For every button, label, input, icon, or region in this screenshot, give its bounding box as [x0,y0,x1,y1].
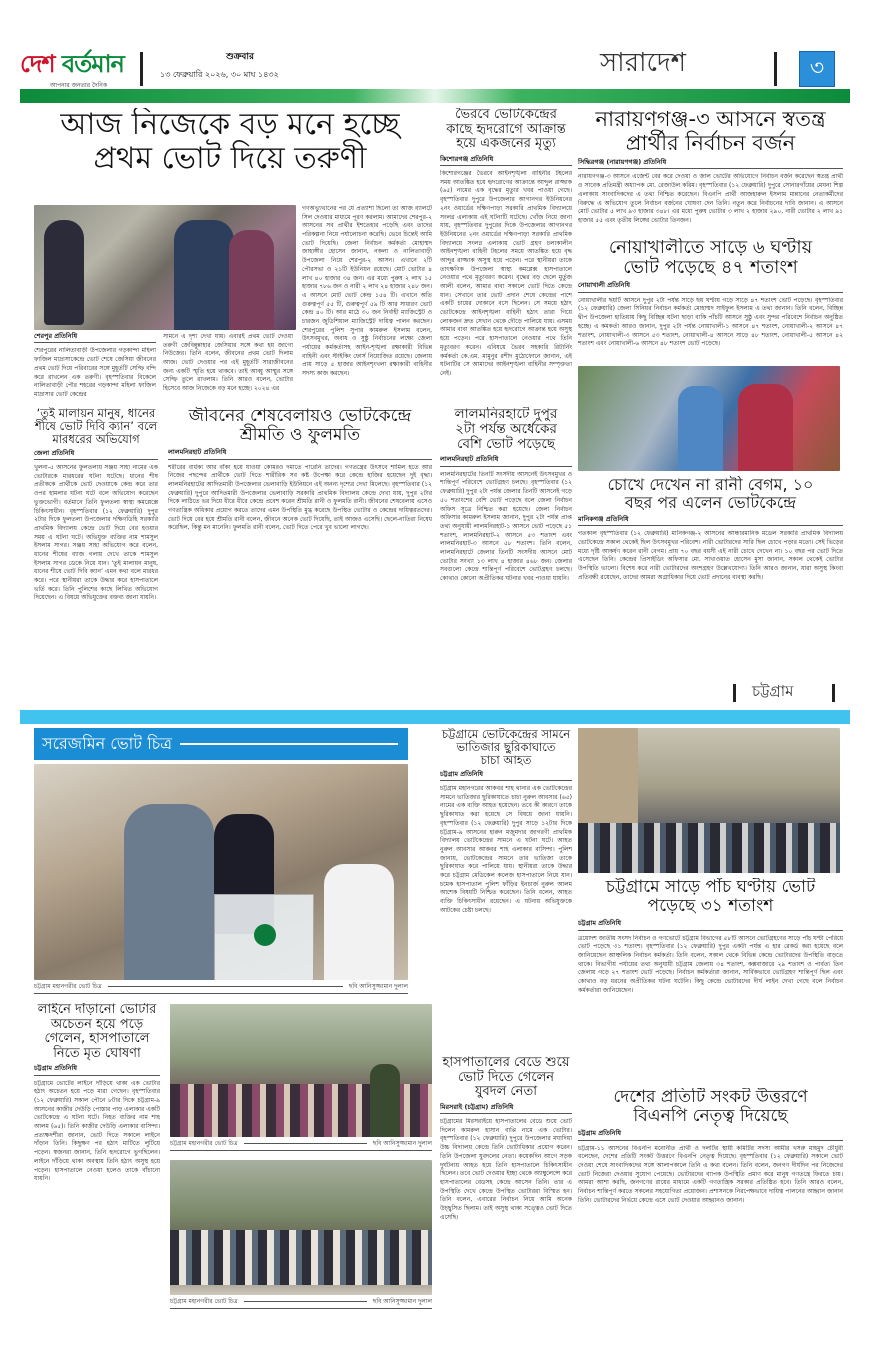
headline-line: বেশি ভোট পড়েছে [456,436,556,453]
article-a12 [440,1056,572,1336]
byline-a7: লালমনিরহাট প্রতিনিধি [440,455,572,466]
headline-line: ভোট পড়েছে ৪৭ শতাংশ [623,257,798,279]
body-a1-col1: শেরপুরের নালিতাবাড়ী উপজেলার গড়কান্দা মহিলা ফাজিল মাদ্রাসাকেন্দ্রে ভোট শেষে জেসিয়া জীবনের প্রথম ভোট দিয়ে পরিবারের সঙ্গে মুহূর্তটি সেল্ফি বন্দি করে রাখলেন এক তরুণী। বৃহস্পতিবার বিকেলে নালিতাবাড়ী পৌর শহরের গড়কান্দা মহিলা ফাজিল মাদ্রাসার ভোট কেন্দ্রের [34,347,156,398]
headline-a9[interactable] [440,728,572,767]
body-a1-col2: সামনে এ দৃশ্য দেখা যায়। এবারই প্রথম ভোট দেওয়া তরুণী জেবিন্নুন্নাহার জেসিয়ার সঙ্গে কথা হয় জাগো নিউজের। তিনি বলেন, জীবনের প্রথম ভোট দিলাম আজ। ভোট দেওয়ার পর এই মুহূর্তটি সারাজীবনের জন্য একটি স্মৃতি হয়ে থাকবে। তাই আব্বু আম্মুর সঙ্গে সেল্ফি তুলে রাখলাম। তিনি আরও বলেন, ভোটার হিসেবে আজ নিজেকে বড় মনে হচ্ছে। ২০২৪ এর [163,333,293,393]
headline-line: ২টা পর্যন্ত অর্ধেকের [455,421,557,438]
body-a3: নারায়ণগঞ্জ-৩ আসনে এজেন্ট বের করে দেওয়া ও জাল ভোটের অভিযোগে নির্বাচন বর্জন করেছেন স্বতন্ত্র প্রার্থী ও সাবেক প্রতিমন্ত্রী অধ্যাপক মো. রেজাউল করিম। বৃহস্পতিবার (১২ ফেব্রুয়ারি) দুপুরে সোনারগাঁয়ের মেঘনা শিল্প এলাকায় সাংবাদিকদের এ তথ্য নিশ্চিত করেছেন। বিএনপি প্রার্থী আজহারুল ইসলাম মান্নানের নেতাকর্মীদের বিরুদ্ধে এ অভিযোগ তুলে নির্বাচন বর্জনের ঘোষণা দেন তিনি। নতুন করে নির্বাচনের দাবি জানান। এ আসনে মোট ভোটার ৫ লাখ ৯৩ হাজার ৩৪৮। এর মধ্যে পুরুষ ভোটার ৩ লাখ ২ হাজার ২৯০, নারী ভোটার ২ লাখ ৯১ হাজার ৫৫ এবং তৃতীয় লিঙ্গের ভোটার তিনজন। [578,173,843,224]
banner-rule [180,743,398,745]
headline-line: নোয়াখালীতে সাড়ে ৬ ঘণ্টায় [608,238,813,258]
photo-caption: চট্টগ্রাম মহানগরীর ভোট চিত্র [34,983,102,990]
byline-a8: মানিকগঞ্জ প্রতিনিধি [578,515,843,526]
headline-a5[interactable] [34,407,158,446]
headline-a6[interactable] [168,407,432,445]
headline-a10[interactable] [578,878,843,916]
headline-line: শীষে ভোট দিবি ক্যান’ বলে [34,418,158,433]
byline-a10: চট্টগ্রাম প্রতিনিধি [578,919,843,930]
headline-a1[interactable] [30,108,430,175]
article-a2 [440,108,572,404]
body-a13: চট্টগ্রাম-১১ আসনের বিএনপি মনোনীত প্রার্থী ও দলটির স্থায়ী কমিটির সদস্য আমীর খসরু মাহমুদ চৌধুরী বলেছেন, দেশের প্রতিটি সংকট উত্তরণে বিএনপি নেতৃত্ব দিয়েছে। বৃহস্পতিবার (১২ ফেব্রুয়ারি) সকালে ভোট দেওয়া শেষে সাংবাদিকদের সঙ্গে আলাপকালে তিনি এ কথা বলেন। তিনি বলেন, জনগণ দীর্ঘদিন পর নিজেদের ভোট নিজেরা দেওয়ার সুযোগ পেয়েছে। ভোটারদের ব্যাপক উপস্থিতি প্রমাণ করে মানুষ গণতন্ত্রে ফিরতে চায়। আমরা আশা করছি, জনগণের রায়ের মাধ্যমে একটি গণতান্ত্রিক সরকার প্রতিষ্ঠিত হবে। তিনি আরও বলেন, নির্বাচন শান্তিপূর্ণ করতে সকলের সহযোগিতা প্রয়োজন। প্রশাসনকে নিরপেক্ষভাবে দায়িত্ব পালনের আহ্বান জানান তিনি। ভোটারদের নির্ভয়ে কেন্দ্রে এসে ভোট দেওয়ার আহ্বানও জানান। [578,1144,843,1204]
body-a8: গতকাল বৃহস্পতিবার (১২ ফেব্রুয়ারি) মানিকগঞ্জ-২ আসনের আন্ধারমানিক মডেল সরকারি প্রাথমিক বিদ্যালয় ভোটকেন্দ্রে সকাল থেকেই ছিল উৎসবমুখর পরিবেশ। নারী ভোটারদের সারি ছিল চোখে পড়ার মতো। সেই ভিড়ের মধ্যে দৃষ্টি আকর্ষণ করেন রানী বেগম। প্রায় ৭০ বছর বয়সী এই নারী চোখে দেখেন না। ১০ বছর পর ভোট দিতে এসেছেন তিনি। কেন্দ্রের প্রিসাইডিং অফিসার মো. সাখাওয়াত হোসেন মুসা জানান, সকাল থেকেই ভোটার উপস্থিতি ভালো। বিশেষ করে নারী ভোটারদের অংশগ্রহণ উল্লেখযোগ্য। তিনি আরও জানান, যারা অসুস্থ কিংবা প্রতিবন্ধী রয়েছেন, তাদের আমরা অগ্রাধিকার দিয়ে ভোট প্রদানের ব্যবস্থা করছি। [578,530,843,581]
body-a12: চট্টগ্রামের মিরসরাইয়ে হাসপাতালের বেডে শুয়ে ভোট দিলেন কামরুল হাসান বাপ্পি নামে এক ভোটার। বৃহস্পতিবার (১২ ফেব্রুয়ারি) দুপুরে উপজেলার মঘাদিয়া উচ্চ বিদ্যালয় কেন্দ্রে তিনি ভোটাধিকার প্রয়োগ করেন। তিনি উপজেলা যুবদলের নেতা। কয়েকদিন আগে সড়ক দুর্ঘটনায় আহত হয়ে তিনি হাসপাতালে চিকিৎসাধীন ছিলেন। তবে ভোট দেওয়ার ইচ্ছা থেকে অ্যাম্বুলেন্সে করে হাসপাতালের বেডসহ কেন্দ্রে আসেন তিনি। তার এ উপস্থিতি দেখে কেন্দ্রে উপস্থিত ভোটাররা বিস্মিত হন। তিনি বলেন, এবারের নির্বাচন নিয়ে আমি অনেক উচ্ছ্বসিত ছিলাম। তাই অসুস্থ থাকা সত্ত্বেও ভোট দিতে এসেছি। [440,1118,572,1221]
article-a11 [34,1003,160,1333]
article-a4 [578,238,843,362]
headline-line: প্রথম ভোট দিয়ে তরুণী [93,140,367,176]
headline-a3[interactable] [578,108,843,155]
photo-caption-row [170,1140,432,1151]
byline-a1: শেরপুর প্রতিনিধি [34,332,156,343]
photo-credit: ছবি আনিসুজ্জামান দুলাল [372,1140,432,1147]
masthead [0,0,870,106]
headline-line: লাইনে দাঁড়ানো ভোটার [37,1003,157,1017]
byline-a5: জেলা প্রতিনিধি [34,449,158,460]
masthead-divider [774,52,777,86]
headline-line: ভোট দিতে গেলেন [457,1069,555,1085]
headline-line: ভৈরবে ভোটকেন্দ্রের [455,108,557,122]
headline-line: যুবদল নেতা [475,1084,537,1100]
photo-young-voter-selfie [34,205,296,330]
article-a9 [440,728,572,1050]
headline-a13[interactable] [578,1088,843,1126]
body-a11: চট্টগ্রামে ভোটের লাইনে দাঁড়িয়ে থাকা এক ভোটার হঠাৎ অচেতন হয়ে পড়ে মারা গেছেন। বৃহস্পতিবার (১২ ফেব্রুয়ারি) সকাল পৌনে ৮টার দিকে চট্টগ্রাম-৯ আসনের কাজীর দেউড়ি পোস্তার পাড় এলাকার একটি ভোটকেন্দ্রে এ ঘটনা ঘটে। নিহত ব্যক্তির নাম শাহ আলম (৬৫)। তিনি কাজীর দেউড়ি এলাকার বাসিন্দা। প্রত্যক্ষদর্শীরা জানান, ভোট দিতে সকালে লাইনে দাঁড়ান তিনি। কিছুক্ষণ পর হঠাৎ মাটিতে লুটিয়ে পড়েন। স্বজনরা জানান, তিনি হৃদরোগে ভুগছিলেন। লাইনে দাঁড়িয়ে থাকা অবস্থায় তিনি হঠাৎ অসুস্থ হয়ে পড়েন। হাসপাতালে নেওয়া হলেও তাকে বাঁচানো যায়নি। [34,1079,160,1183]
headline-line: চাচা আহত [480,752,532,767]
headline-line: পড়েছে ৩১ শতাংশ [647,896,774,917]
sarezamin-title: সরেজমিন ভোট চিত্র [42,734,173,753]
photo-voter-queue-women [170,1004,432,1137]
byline-a9: চট্টগ্রাম প্রতিনিধি [440,770,572,781]
headline-line: শ্রীমতি ও ফুলমতি [239,425,361,446]
headline-line: দেশের প্রতিটি সংকট উত্তরণে [613,1088,808,1107]
byline-a11: চট্টগ্রাম প্রতিনিধি [34,1064,160,1075]
credit-rule [244,1301,367,1302]
article-a8 [578,476,843,676]
headline-line: মারধরের অভিযোগ [52,431,140,446]
headline-line: ‘তুই মালায়ন মানুষ, ধানের [36,407,156,420]
headline-line: নিতে মৃত ঘোষণা [53,1045,141,1061]
photo-caption-row [170,1298,432,1309]
headline-line: অচেতন হয়ে পড়ে [50,1016,144,1032]
blue-section-band [20,710,850,724]
section-label-chattogram: চট্টগ্রাম [752,682,794,700]
day-name: শুক্রবার [226,52,254,62]
green-banner-bar [20,89,850,103]
sarezamin-banner [34,728,408,760]
newspaper-logo[interactable] [20,50,124,79]
photo-credit: ছবি আনিসুজ্জামান দুলাল [348,983,408,990]
headline-line: ভাতিজার ছুরিকাঘাতে [456,739,556,754]
headline-line: প্রার্থীর নির্বাচন বর্জন [625,130,796,155]
headline-a7[interactable] [440,407,572,452]
section-divider [733,684,736,702]
headline-a2[interactable] [440,108,572,152]
page-number: ৩ [799,51,835,87]
headline-a8[interactable] [578,476,843,512]
body-a6: শরীরের বার্ধক্য আর বাঁকা হয়ে যাওয়া কোমরও দমাতে পারেনি তাদের। গণতন্ত্রের উৎসবে শামিল হতে আর নিজের পছন্দের প্রার্থীকে ভোট দিতে শারীরিক সব কষ্ট উপেক্ষা করে কেন্দ্রে হাজির হয়েছেন দুই বৃদ্ধা। লালমনিরহাটের আদিতমারী উপজেলার ভেলাবাড়ি ইউনিয়নে এই অনন্য দৃশ্যের দেখা মিলেছে। বৃহস্পতিবার (১২ ফেব্রুয়ারি) দুপুরে আদিতমারী উপজেলার ভেলাবাড়ি সরকারি প্রাথমিক বিদ্যালয় কেন্দ্রে দেখা যায়, দুপুর ২টার দিকে লাঠিতে ভর দিয়ে ধীরে ধীরে কেন্দ্রে প্রবেশ করেন শ্রীমতি রানী ও ফুলমতি রানী। জীবনের শেষবেলায় এসেও গণতান্ত্রিক অধিকার প্রয়োগ করতে তাদের এমন উপস্থিতি মুগ্ধ করেছে উপস্থিত ভোটার ও কেন্দ্রের দায়িত্বরতদের। ভোট দিয়ে বের হয়ে শ্রীমতি রানী বলেন, জীবনে অনেক ভোট দিয়েছি, তাই আজও এসেছি। ছেলে-নাতিরা নিষেধ করেছিল, কিন্তু মন মানেনি। ফুলমতি রানী বলেন, ভোট দিতে পেরে খুব ভালো লাগছে। [168,463,432,532]
byline-a12: মিরসরাই (চট্টগ্রাম) প্রতিনিধি [440,1103,572,1114]
logo-part-2: বর্তমান [61,50,124,78]
photo-caption-row [34,983,408,994]
byline-a6: লালমনিরহাট প্রতিনিধি [168,448,432,459]
article-a5 [34,407,158,677]
body-a2: কিশোরগঞ্জের ভৈরবে আইনশৃঙ্খলা বাহিনীর টহলের সময় আতঙ্কিত হয়ে হৃদরোগের আক্রান্তে আব্দুল রাজ্জাক (৬৫) নামের এক বৃদ্ধের মৃত্যুর খবর পাওয়া গেছে। বৃহস্পতিবার দুপুরে উপজেলার আগানগর ইউনিয়নের ২নং ওয়ার্ডের দক্ষিণপাড়া সরকারি প্রাথমিক বিদ্যালয়ে সংলগ্ন এলাকায় এই ঘটনাটি ঘটেছে। খোঁজ নিয়ে জানা যায়, বৃহস্পতিবার দুপুরের দিকে উপজেলার আগানগর ইউনিয়নের ২নং ওয়ার্ডের দক্ষিণপাড়া সরকারি প্রাথমিক বিদ্যালয়ে সংলগ্ন এলাকায় ভোট গ্রহণ চলাকালীন আইনশৃঙ্খলা বাহিনী টহলের সময়ে আতঙ্কিত হয়ে বৃদ্ধ আব্দুর রাজ্জাক অসুস্থ হয়ে পড়েন। পরে স্থানীয়রা তাকে তাৎক্ষণিক উপজেলা স্বাস্থ্য কমপ্লেক্স হাসপাতালে নেওয়ার পথে মৃত্যুবরণ করেন। বৃদ্ধের বড় ছেলে মুর্তুজ আলী বলেন, আমার বাবা সকালে ভোট দিতে কেন্দ্রে যান। সেখানে তার ভোট প্রদান শেষে কেন্দ্রের পাশে একটি চায়ের দোকানে বসে ছিলেন। সে সময়ে হঠাৎ ভোটকেন্দ্রে আইনশৃঙ্খলা বাহিনী হঠাৎ তারা গিয়ে লোকজন দ্রুত সেখান থেকে দৌড়ে পালিয়ে যায়। এসময় আমার বাবা আতঙ্কিত হয়ে হৃদরোগে আক্রান্ত হয়ে অসুস্থ হয়ে পড়েন। পরে হাসপাতালে নেওয়ার পথে তিনি মৃত্যুবরণ করেন। এবিষয়ে ভৈরব সহকারি রিটার্নিং কর্মকর্তা কে.এম. মামুনুর রশীদ মুঠোফোনে জানান, এই ঘটনাটির সে আমাদের আইনশৃঙ্খলা বাহিনীর সম্পৃক্ততা নেই। [440,170,572,377]
body-a9: চট্টগ্রাম মহানগরের আকবর শাহ থানার এক ভোটকেন্দ্রের সামনে ভাতিজার ছুরিকাঘাতে চাচা নুরুল আবসার (৬৫) নামের এক ব্যক্তি আহত হয়েছেন। তবে কী কারণে তাকে ছুরিকাঘাত করা হয়েছে সে বিষয়ে জানা যায়নি। বৃহস্পতিবার (১২ ফেব্রুয়ারি) দুপুর সাড়ে ১২টার দিকে চট্টগ্রাম-৯ আসনের হারুন মজুমদার জাগরণী প্রাথমিক বিদ্যালয় ভোটকেন্দ্রের সামনে এ ঘটনা ঘটে। আহত নুরুল আবসার আকবর শাহ এলাকার বাসিন্দা। পুলিশ জানায়, ভোটকেন্দ্রের সামনে তার ভাতিজা তাকে ছুরিকাঘাত করে পালিয়ে যায়। স্থানীয়রা তাকে উদ্ধার করে চট্টগ্রাম মেডিকেল কলেজ হাসপাতালে নিয়ে যান। চমেক হাসপাতাল পুলিশ ফাঁড়ির ইনচার্জ নুরুল আলম আশেক বিষয়টি নিশ্চিত করেছেন। তিনি বলেন, আহত ব্যক্তি চিকিৎসাধীন রয়েছেন। এ ঘটনায় অভিযুক্তকে আটকের চেষ্টা চলছে। [440,785,572,914]
headline-line: বছর পর এলেন ভোটকেন্দ্রে [624,492,797,512]
headline-line: বিএনপি নেতৃত্ব দিয়েছে [633,1106,788,1127]
article-a3 [578,108,843,234]
headline-a4[interactable] [578,238,843,278]
article-a10 [578,878,843,1083]
section-title: সারাদেশ [600,48,687,78]
headline-a12[interactable] [440,1056,572,1100]
headline-line: কাছে হৃদরোগে আক্রান্ত [446,121,566,137]
article-a1-head [30,108,430,203]
headline-line: জীবনের শেষবেলায়ও ভোটকেন্দ্রে [188,407,412,426]
body-a1-col3: গণঅভ্যুত্থানের পর যে প্রত্যাশা ছিলো তা আজ ব্যালটে সিল দেওয়ার মাধ্যমে পূরণ করলাম। আমাদের শেরপুর-২ আসনের সব প্রার্থীর ইশতেহার পড়েছি এবং তাদের পরিকল্পনা নিয়ে পর্যালোচনা করেছি। ভেবে চিন্তেই আমি ভোট দিয়েছি। জেলা নির্বাচন কর্মকর্তা মোহাম্মদ জাহাঙ্গীর হোসেন জানান, নকলা ও নালিতাবাড়ী উপজেলা নিয়ে শেরপুর-২ আসন। এখানে ২টি পৌরসভা ও ২১টি ইউনিয়ন রয়েছে। মোট ভোটার ৪ লাখ ৪০ হাজার ৩৪ জন। এর মধ্যে পুরুষ ২ লাখ ১৫ হাজার ৭৮৬ জন ও নারী ২ লাখ ২৪ হাজার ২৪৮ জন। এ আসনে মোট ভোট কেন্দ্র ১৫৪ টি। এখানে অতি গুরুত্বপূর্ণ ৫৫ টি, গুরুত্বপূর্ণ ৫৯ টি আর সাধারণ ভোট কেন্দ্র ৪০ টি। আর মাঠে ৩০ জন নির্বাহী ম্যাজিস্ট্রেট ও চারজন জুডিশিয়াল ম্যাজিস্ট্রেট দায়িত্ব পালন করছেন। শেরপুরের পুলিশ সুপার কামরুল ইসলাম বলেন, উৎসবমুখর, অবাধ ও সুষ্ঠু নির্বাচনের লক্ষ্যে জেলা পর্যায়ের কর্মকর্তাসহ আইন-শৃঙ্খলা রক্ষাকারী বিভিন্ন বাহিনী এবং স্টাইকিং ফোর্স নিয়োজিত রয়েছে। জেলায় প্রায় সাড়ে ৫ হাজার আইনশৃংখলা রক্ষাকারী বাহিনীর সদস্য কাজ করছেন। [302,205,432,378]
byline-a13: চট্টগ্রাম প্রতিনিধি [578,1129,843,1140]
credit-rule [108,986,343,987]
headline-line: আজ নিজেকে বড় মনে হচ্ছে [60,108,400,142]
headline-line: নারায়ণগঞ্জ-৩ আসনে স্বতন্ত্র [595,108,826,131]
photo-noakhali-voters [578,366,840,471]
photo-ballot-box-voting [34,764,408,980]
date: ১৩ ফেব্রুয়ারি ২০২৬, ৩০ মাঘ ১৪৩২ [160,70,279,79]
body-a4: নোয়াখালীর ছয়টি আসনে দুপুর ২টা পর্যন্ত সাড়ে ছয় ঘণ্টায় গড়ে সাড়ে ৪৭ শতাংশ ভোট পড়েছে। বৃহস্পতিবার (১২ ফেব্রুয়ারি) জেলা সিনিয়র নির্বাচন কর্মকর্তা মোহাম্মদ সাইফুল ইসলাম এ তথ্য জানান। তিনি বলেন, বিচ্ছিন্ন দ্বীপ উপজেলা হাতিয়ায় কিছু বিচ্ছিন্ন ঘটনা ছাড়া বাকি পাঁচটি আসনে সুষ্ঠু এবং সুন্দর পরিবেশে নির্বাচন অনুষ্ঠিত হচ্ছে। এ কমকর্তা আরও জানান, দুপুর ২টা পর্যন্ত নোয়াখালী-১ আসনে ৪৭ শতাংশ, নোয়াখালী-২ আসনে ৪৭ শতাংশ, নোয়াখালী-৩ আসনে ৫৩ শতাংশ, নোয়াখালী-৪ আসনে সাড়ে ৪৮ শতাংশ, নোয়াখালী-৫ আসনে ৪২ শতাংশ এবং নোয়াখালী-৬ আসনে ৪৮ শতাংশ ভোট পড়েছে। [578,296,843,348]
masthead-divider [140,52,143,86]
photo-caption: চট্টগ্রাম মহানগরীর ভোট চিত্র [170,1140,238,1147]
photo-chattogram-polling-centre [578,728,840,873]
logo-tagline: আপনার জনতার দৈনিক [50,82,108,89]
headline-line: চট্টগ্রামে সাড়ে পাঁচ ঘণ্টায় ভোট [605,878,816,897]
headline-a11[interactable] [34,1003,160,1061]
section-divider [832,684,835,702]
headline-line: চোখে দেখেন না রানী বেগম, ১০ [607,476,814,494]
headline-line: গেলেন, হাসপাতালে [44,1031,150,1047]
byline-a4: নোয়াখালী প্রতিনিধি [578,281,843,292]
article-a6 [168,407,432,677]
body-a7: লালমনিরহাটের তিনটি সংসদীয় আসনেই উৎসবমুখর ও শান্তিপূর্ণ পরিবেশে ভোটগ্রহণ চলছে। বৃহস্পতিবার (১২ ফেব্রুয়ারি) দুপুর ২টা পর্যন্ত জেলার তিনটি আসনেই গড়ে ৫০ শতাংশের বেশি ভোট পড়েছে বলে জেলা নির্বাচন অফিস সূত্রে নিশ্চিত করা হয়েছে। জেলা নির্বাচন অফিসার কামরুল ইসলাম জানান, দুপুর ২টা পর্যন্ত প্রাপ্ত তথ্য অনুযায়ী লালমনিরহাট-১ আসনে ভোট পড়েছে ৫১ শতাংশ, লালমনিরহাট-২ আসনে ৫৩ শতাংশ এবং লালমনিরহাট-৩ আসনে ৫৮ শতাংশ। তিনি বলেন, লালমনিরহাটে জেলার তিনটি সংসদীয় আসনে মোট ভোটার সংখ্যা ১৩ লাখ ৪ হাজার ৪৬৮ জন। জেলার সবগুলো কেন্দ্রে শান্তিপূর্ণ পরিবেশে ভোটগ্রহণ চলছে। কোথাও কোনো অপ্রীতিকর ঘটনার খবর পাওয়া যায়নি। [440,470,572,583]
headline-line: চট্টগ্রামে ভোটকেন্দ্রের সামনে [441,728,571,741]
byline-a3: সিদ্ধিরগঞ্জ (নারায়ণগঞ্জ) প্রতিনিধি [578,158,843,169]
photo-credit: ছবি আনিসুজ্জামান দুলাল [372,1298,432,1305]
logo-part-1: দেশ [20,50,55,78]
headline-line: লালমনিরহাটে দুপুর [454,407,558,422]
body-a10: ত্রয়োদশ জাতীয় সংসদ নির্বাচন ও গণভোটে চট্টগ্রাম বিভাগের ৫৮টি আসনে ভোটগ্রহণের সাড়ে পাঁচ ঘণ্টা পেরিয়ে ভোট পড়েছে ৩১ শতাংশ। বৃহস্পতিবার (১২ ফেব্রুয়ারি) দুপুর একটা পর্যন্ত এ হার রেকর্ড করা হয়েছে বলে জানিয়েছেন আঞ্চলিক নির্বাচন কর্মকর্তা। তিনি বলেন, সকাল থেকে বিভিন্ন কেন্দ্রে ভোটারদের উপস্থিতি বাড়তে থাকে। বিভাগীয় পর্যায়ের তথ্য অনুযায়ী চট্টগ্রাম জেলায় ৩৪ শতাংশ, কক্সবাজারে ২৯ শতাংশ ও পার্বত্য তিন জেলায় গড়ে ২৭ শতাংশ ভোট পড়েছে। নির্বাচন কর্মকর্তারা জানান, সার্বিকভাবে ভোটগ্রহণ শান্তিপূর্ণ ছিল এবং কোথাও বড় ধরনের অপ্রীতিকর ঘটনা ঘটেনি। কিছু কেন্দ্রে ভোটারদের দীর্ঘ লাইন দেখা গেছে বলে নির্বাচন কর্মকর্তারা জানিয়েছেন। [578,934,843,994]
article-a13 [578,1088,843,1336]
photo-caption: চট্টগ্রাম মহানগরীর ভোট চিত্র [170,1298,238,1305]
byline-a2: কিশোরগঞ্জ প্রতিনিধি [440,155,572,166]
body-a5: খুলনা-৫ আসনের ফুলতলায় সঞ্জয় সাহা নামের এক ভোটারকে মারধরের ঘটনা ঘটেছে। ধানের শীষ প্রতীককে প্রার্থীকে ভোট দেওয়াকে কেন্দ্র করে তার ওপর হামলার ঘটনা ঘটে বলে অভিযোগ করেছেন ভুক্তভোগী। বর্তমানে তিনি ফুলতলা স্বাস্থ্য কমপ্লেক্সে চিকিৎসাধীন। বৃহস্পতিবার (১২ ফেব্রুয়ারি) দুপুর ২টার দিকে ফুলতলা উপজেলার দক্ষিণডিহি সরকারি প্রাথমিক বিদ্যালয় কেন্দ্রে ভোট দিয়ে বের হওয়ার সময় এ ঘটনা ঘটে। অভিযুক্ত ব্যক্তির নাম শামসুল ইসলাম সাগর। সঞ্জয় সাহা অভিযোগ করে বলেন, ধানের শীষের ব্যাজ গলায় দেখে তাকে শামসুল ইসলাম সাগর ডেকে নিয়ে যান। ‘তুই মালায়ন মানুষ, ধানের শীষে ভোট দিবি ক্যান’ এমন কথা বলে মারধর করে। পরে স্থানীয়রা তাকে উদ্ধার করে হাসপাতালে ভর্তি করে। তিনি পুলিশের কাছে লিখিত অভিযোগ দিয়েছেন। এ বিষয়ে অভিযুক্তের বক্তব্য জানা যায়নি। [34,464,158,602]
headline-line: হয়ে একজনের মৃত্যু [456,136,556,152]
photo-voter-queue-men [170,1160,432,1295]
headline-line: হাসপাতালের বেডে শুয়ে [442,1056,570,1070]
article-a7 [440,407,572,677]
credit-rule [244,1143,367,1144]
article-a1-col1 [34,332,156,402]
